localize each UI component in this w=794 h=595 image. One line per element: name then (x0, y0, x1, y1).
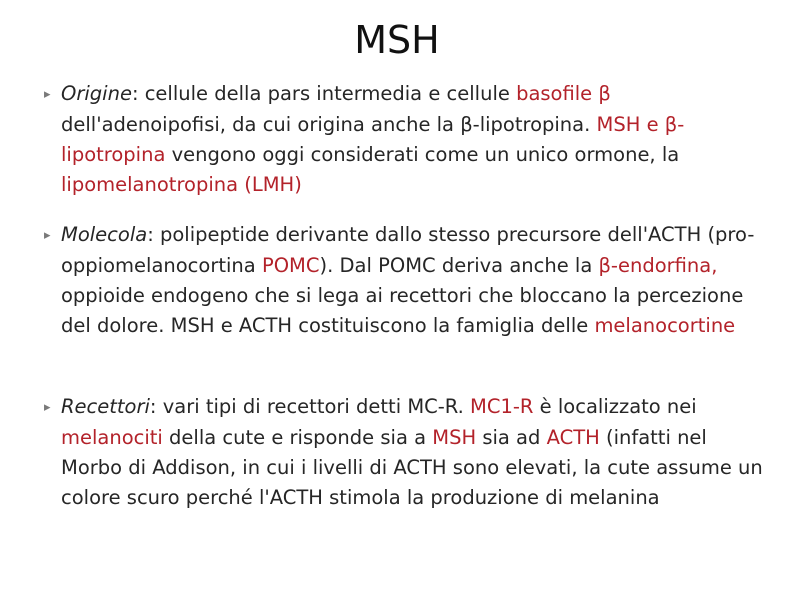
bullet-text (44, 220, 764, 341)
text-segment: polipeptide derivante dallo stesso precursore dell'ACTH (pro-oppiomelanocortina (61, 223, 755, 277)
text-segment: ). Dal POMC deriva anche la (319, 254, 599, 277)
bullet-label: Recettori (61, 395, 150, 418)
text-segment: (infatti nel Morbo di Addison, in cui i livelli di ACTH sono elevati, la cute assume un colore scuro perché l'ACTH stimola la produzione di melanina (61, 426, 763, 509)
highlight-segment: MSH e β-lipotropina (61, 113, 685, 166)
bullet-molecola (44, 220, 764, 341)
text-segment: cellule della pars intermedia e cellule (138, 82, 517, 105)
bullet-text (44, 392, 764, 513)
bullet-label: Molecola (61, 223, 148, 246)
text-segment: vari tipi di recettori detti MC-R. (156, 395, 471, 418)
highlight-segment: β-endorfina, (598, 254, 718, 277)
text-segment: della cute e risponde sia a (162, 426, 433, 449)
highlight-segment: lipomelanotropina (LMH) (61, 173, 302, 196)
text-segment: vengono oggi considerati come un unico ormone, la (165, 143, 680, 166)
bullet-arrow-icon: ▸ (44, 400, 51, 415)
bullet-label-colon: : (147, 223, 154, 246)
highlight-segment: MC1-R (470, 395, 534, 418)
highlight-segment: melanociti (61, 426, 163, 449)
bullet-label-colon: : (149, 395, 157, 418)
slide-title: MSH (354, 18, 440, 62)
text-segment: è localizzato nei (533, 395, 697, 418)
highlight-segment: basofile β (516, 82, 611, 105)
bullet-origine (44, 79, 764, 200)
bullet-label-colon: : (131, 82, 139, 105)
highlight-segment: POMC (261, 254, 320, 277)
text-segment: sia ad (476, 426, 547, 449)
highlight-segment: MSH (432, 426, 477, 449)
bullet-label: Origine (61, 82, 132, 105)
highlight-segment: melanocortine (594, 314, 736, 337)
text-segment: dell'adenoipofisi, da cui origina anche la β-lipotropina. (61, 113, 597, 136)
bullet-text (44, 79, 764, 200)
bullet-arrow-icon: ▸ (44, 87, 51, 102)
bullet-recettori (44, 392, 764, 513)
bullet-arrow-icon: ▸ (44, 228, 51, 243)
highlight-segment: ACTH (546, 426, 600, 449)
text-segment: oppioide endogeno che si lega ai recettori che bloccano la percezione del dolore. MSH e ACTH costituiscono la famiglia delle (61, 284, 744, 337)
